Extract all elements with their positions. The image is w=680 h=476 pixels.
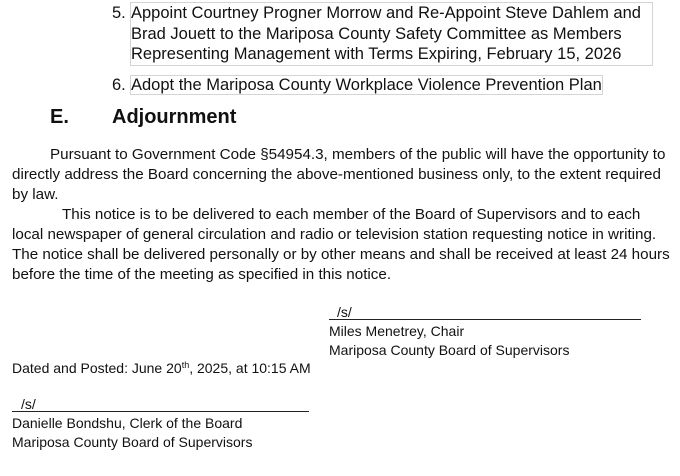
notice-delivery-paragraph: This notice is to be delivered to each member of the Board of Supervisors and to each local newspaper of general circulation and radio or television station requesting notice in writing. The notice shall be delivered personally or by other means and shall be received at least 24 hours before the time of the meeting as specified in this notice. bbox=[12, 206, 670, 283]
clerk-organization: Mariposa County Board of Supervisors bbox=[12, 434, 253, 450]
dated-posted bbox=[12, 359, 311, 378]
section-title: Adjournment bbox=[112, 106, 237, 128]
dated-suffix: , 2025, at 10:15 AM bbox=[189, 360, 311, 376]
chair-organization: Mariposa County Board of Supervisors bbox=[329, 342, 570, 358]
chair-signature-line-row bbox=[329, 303, 641, 321]
agenda-item-5 bbox=[112, 3, 652, 65]
clerk-name-title: Danielle Bondshu, Clerk of the Board bbox=[12, 415, 243, 431]
agenda-item-number: 5. bbox=[112, 4, 126, 22]
chair-name-title: Miles Menetrey, Chair bbox=[329, 323, 465, 339]
clerk-signature-line bbox=[12, 411, 309, 412]
chair-signature-line bbox=[329, 319, 641, 320]
agenda-item-number: 6. bbox=[112, 76, 126, 94]
public-comment-paragraph: Pursuant to Government Code §54954.3, members of the public will have the opportunity to directly address the Board concerning the above-mentioned business only, to the extent required by law. bbox=[12, 146, 666, 203]
agenda-item-text: Appoint Courtney Progner Morrow and Re-Appoint Steve Dahlem and Brad Jouett to the Mariposa County Safety Committee as Members Representing Management with Terms Expiring, February 15, 2026 bbox=[131, 3, 652, 65]
chair-signature-mark: /s/ bbox=[337, 304, 352, 320]
agenda-item-text-inner: Adopt the Mariposa County Workplace Violence Prevention Plan bbox=[131, 76, 602, 94]
clerk-signature-mark: /s/ bbox=[21, 396, 36, 412]
dated-prefix: Dated and Posted: June 20 bbox=[12, 360, 182, 376]
agenda-item-6 bbox=[112, 75, 652, 96]
clerk-signature-line-row bbox=[12, 395, 309, 413]
chair-signature-block bbox=[329, 303, 641, 360]
section-letter: E. bbox=[50, 106, 69, 128]
agenda-item-text bbox=[131, 75, 602, 96]
clerk-signature-block bbox=[12, 395, 309, 452]
dated-ordinal: th bbox=[181, 360, 190, 370]
